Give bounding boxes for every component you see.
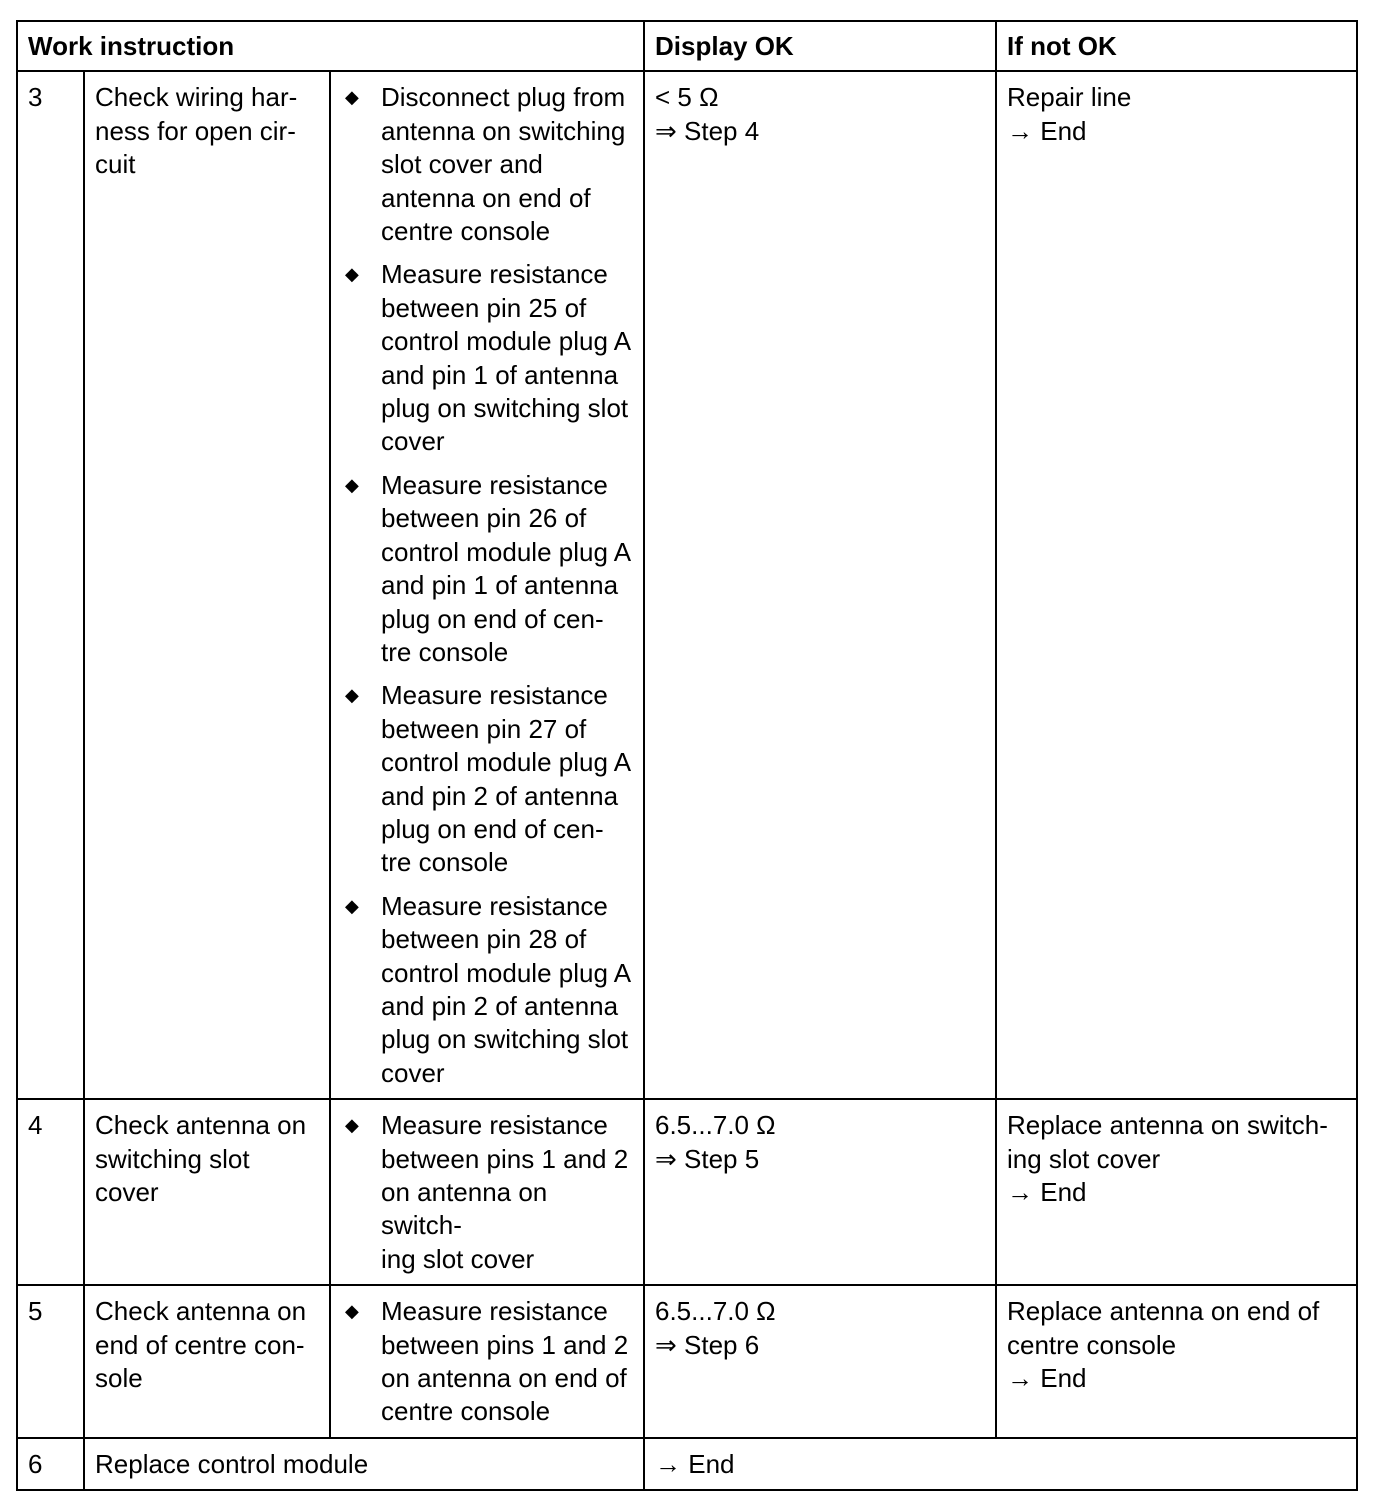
header-work-instruction: Work instruction [17,21,644,71]
if-not-ok-action: Repair line [1007,82,1132,113]
step-bullets [330,1099,644,1285]
diamond-bullet-icon: ◆ [345,87,359,108]
table-row [17,1438,1357,1490]
display-ok-cell [644,1438,1357,1490]
table-header-row [17,21,1357,71]
step-number: 4 [17,1099,84,1285]
header-if-not-ok: If not OK [996,21,1357,71]
if-not-ok-cell: Replace antenna on switch- ing slot cover → End [996,1099,1357,1285]
list-item: ◆ Disconnect plug from antenna on switching slot cover and antenna on end of centre console [345,82,626,247]
list-item: ◆ Measure resistance between pin 28 of control module plug A and pin 2 of antenna plug on switching slot cover [345,890,632,1088]
display-ok-next: ⇒ Step 5 [655,1143,760,1174]
list-item: ◆ Measure resistance between pin 26 of control module plug A and pin 1 of antenna plug on end of cen- tre console [345,469,632,667]
display-ok-value: 6.5...7.0 Ω [655,1296,776,1327]
step-title: Check antenna on end of centre con- sole [84,1285,330,1438]
display-ok-cell [644,1099,996,1285]
step-title: Replace control module [84,1438,644,1490]
bullet-list [341,81,633,1090]
diamond-bullet-icon: ◆ [345,685,359,706]
table-row [17,1099,1357,1285]
list-item: ◆ Measure resistance between pins 1 and 2 on antenna on end of centre console [345,1296,629,1427]
if-not-ok-next: → End [1007,115,1087,146]
diamond-bullet-icon: ◆ [345,895,359,916]
step-bullets [330,1285,644,1438]
if-not-ok-cell: Replace antenna on end of centre console → End [996,1285,1357,1438]
header-display-ok: Display OK [644,21,996,71]
diamond-bullet-icon: ◆ [345,474,359,495]
list-item: ◆ Measure resistance between pin 25 of control module plug A and pin 1 of antenna plug on switching slot cover [345,259,632,457]
display-ok-cell [644,1285,996,1438]
display-ok-value: 6.5...7.0 Ω [655,1110,776,1141]
list-item: ◆ Measure resistance between pin 27 of control module plug A and pin 2 of antenna plug on end of cen- tre console [345,680,632,878]
display-ok-next: ⇒ Step 4 [655,115,760,146]
step-title: Check wiring har- ness for open cir- cuit [84,71,330,1099]
diamond-bullet-icon: ◆ [345,1115,359,1136]
work-instruction-table [16,20,1358,1491]
if-not-ok-next: → End [1007,1177,1087,1207]
step-title: Check antenna on switching slot cover [84,1099,330,1285]
step-bullets [330,71,644,1099]
step-number: 6 [17,1438,84,1490]
table-row [17,1285,1357,1438]
table-row [17,71,1357,1099]
step-number: 3 [17,71,84,1099]
display-ok-next: ⇒ Step 6 [655,1329,760,1360]
display-ok-next: → End [655,1448,735,1479]
list-item: ◆ Measure resistance between pins 1 and 2 on antenna on switch- ing slot cover [345,1110,629,1274]
bullet-list [341,1295,633,1429]
bullet-list [341,1109,633,1276]
diamond-bullet-icon: ◆ [345,264,359,285]
display-ok-cell [644,71,996,1099]
display-ok-value: < 5 Ω [655,82,719,113]
step-number: 5 [17,1285,84,1438]
if-not-ok-cell [996,71,1357,1099]
diamond-bullet-icon: ◆ [345,1301,359,1322]
if-not-ok-next: → End [1007,1363,1087,1394]
